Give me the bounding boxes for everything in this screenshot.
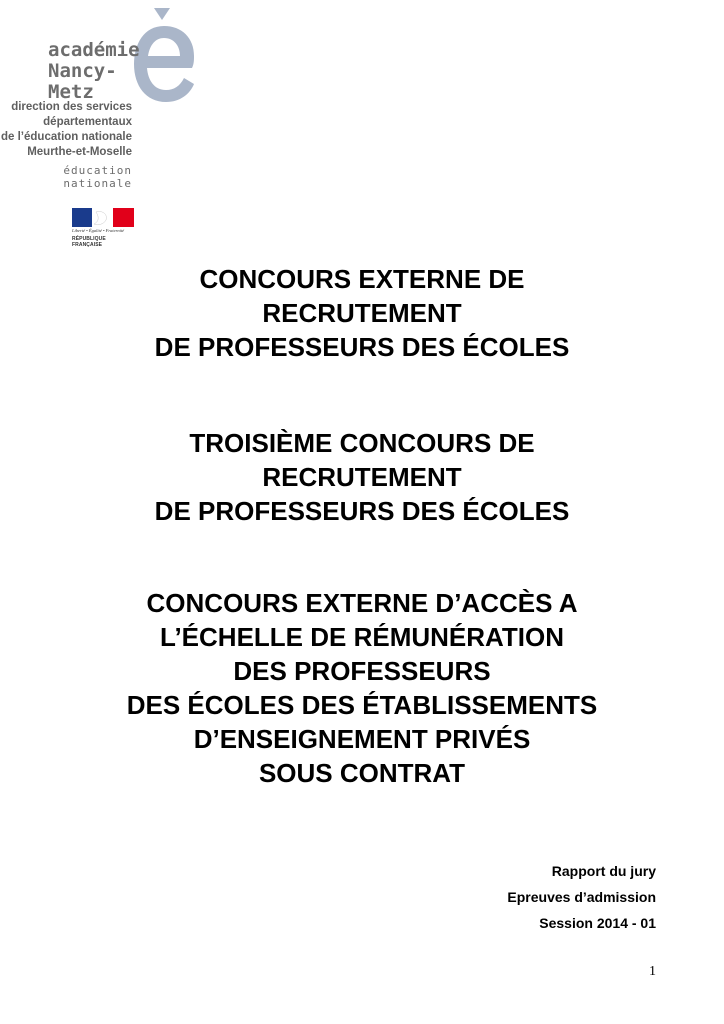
report-session: Session 2014 - 01 <box>539 915 656 931</box>
title-line: DES ÉCOLES DES ÉTABLISSEMENTS <box>126 690 598 720</box>
title-line: DE PROFESSEURS DES ÉCOLES <box>154 496 570 526</box>
report-info <box>507 858 656 936</box>
academie-name <box>48 40 148 103</box>
title-line: D’ENSEIGNEMENT PRIVÉS <box>193 724 531 754</box>
education-line2: nationale <box>63 177 132 190</box>
title-block-2 <box>60 426 664 528</box>
dsden-label <box>0 100 132 160</box>
title-line: DE PROFESSEURS DES ÉCOLES <box>154 332 570 362</box>
title-block-1 <box>60 262 664 364</box>
title-line: RECRUTEMENT <box>262 462 462 492</box>
title-line: RECRUTEMENT <box>262 298 462 328</box>
rf-motto: Liberté • Égalité • Fraternité <box>72 228 125 233</box>
academie-logo <box>0 0 200 250</box>
dsden-line: départementaux <box>43 116 132 128</box>
title-line: DES PROFESSEURS <box>233 656 491 686</box>
rf-name: RÉPUBLIQUE FRANÇAISE <box>72 236 106 248</box>
report-title: Rapport du jury <box>551 863 656 879</box>
title-line: L’ÉCHELLE DE RÉMUNÉRATION <box>160 622 564 652</box>
dsden-line: de l’éducation nationale <box>1 131 132 143</box>
dsden-line: Meurthe-et-Moselle <box>27 146 132 158</box>
academie-line2: Nancy-Metz <box>48 60 117 103</box>
dsden-line: direction des services <box>11 101 132 113</box>
title-block-3 <box>60 586 664 790</box>
title-line: SOUS CONTRAT <box>258 758 466 788</box>
academie-line1: académie <box>48 39 140 61</box>
title-line: CONCOURS EXTERNE D’ACCÈS A <box>146 588 578 618</box>
title-line: TROISIÈME CONCOURS DE <box>189 428 535 458</box>
page-number: 1 <box>649 964 656 979</box>
education-nationale-label <box>0 164 132 190</box>
education-line1: éducation <box>63 164 132 177</box>
report-subtitle: Epreuves d’admission <box>507 889 656 905</box>
title-line: CONCOURS EXTERNE DE <box>199 264 525 294</box>
